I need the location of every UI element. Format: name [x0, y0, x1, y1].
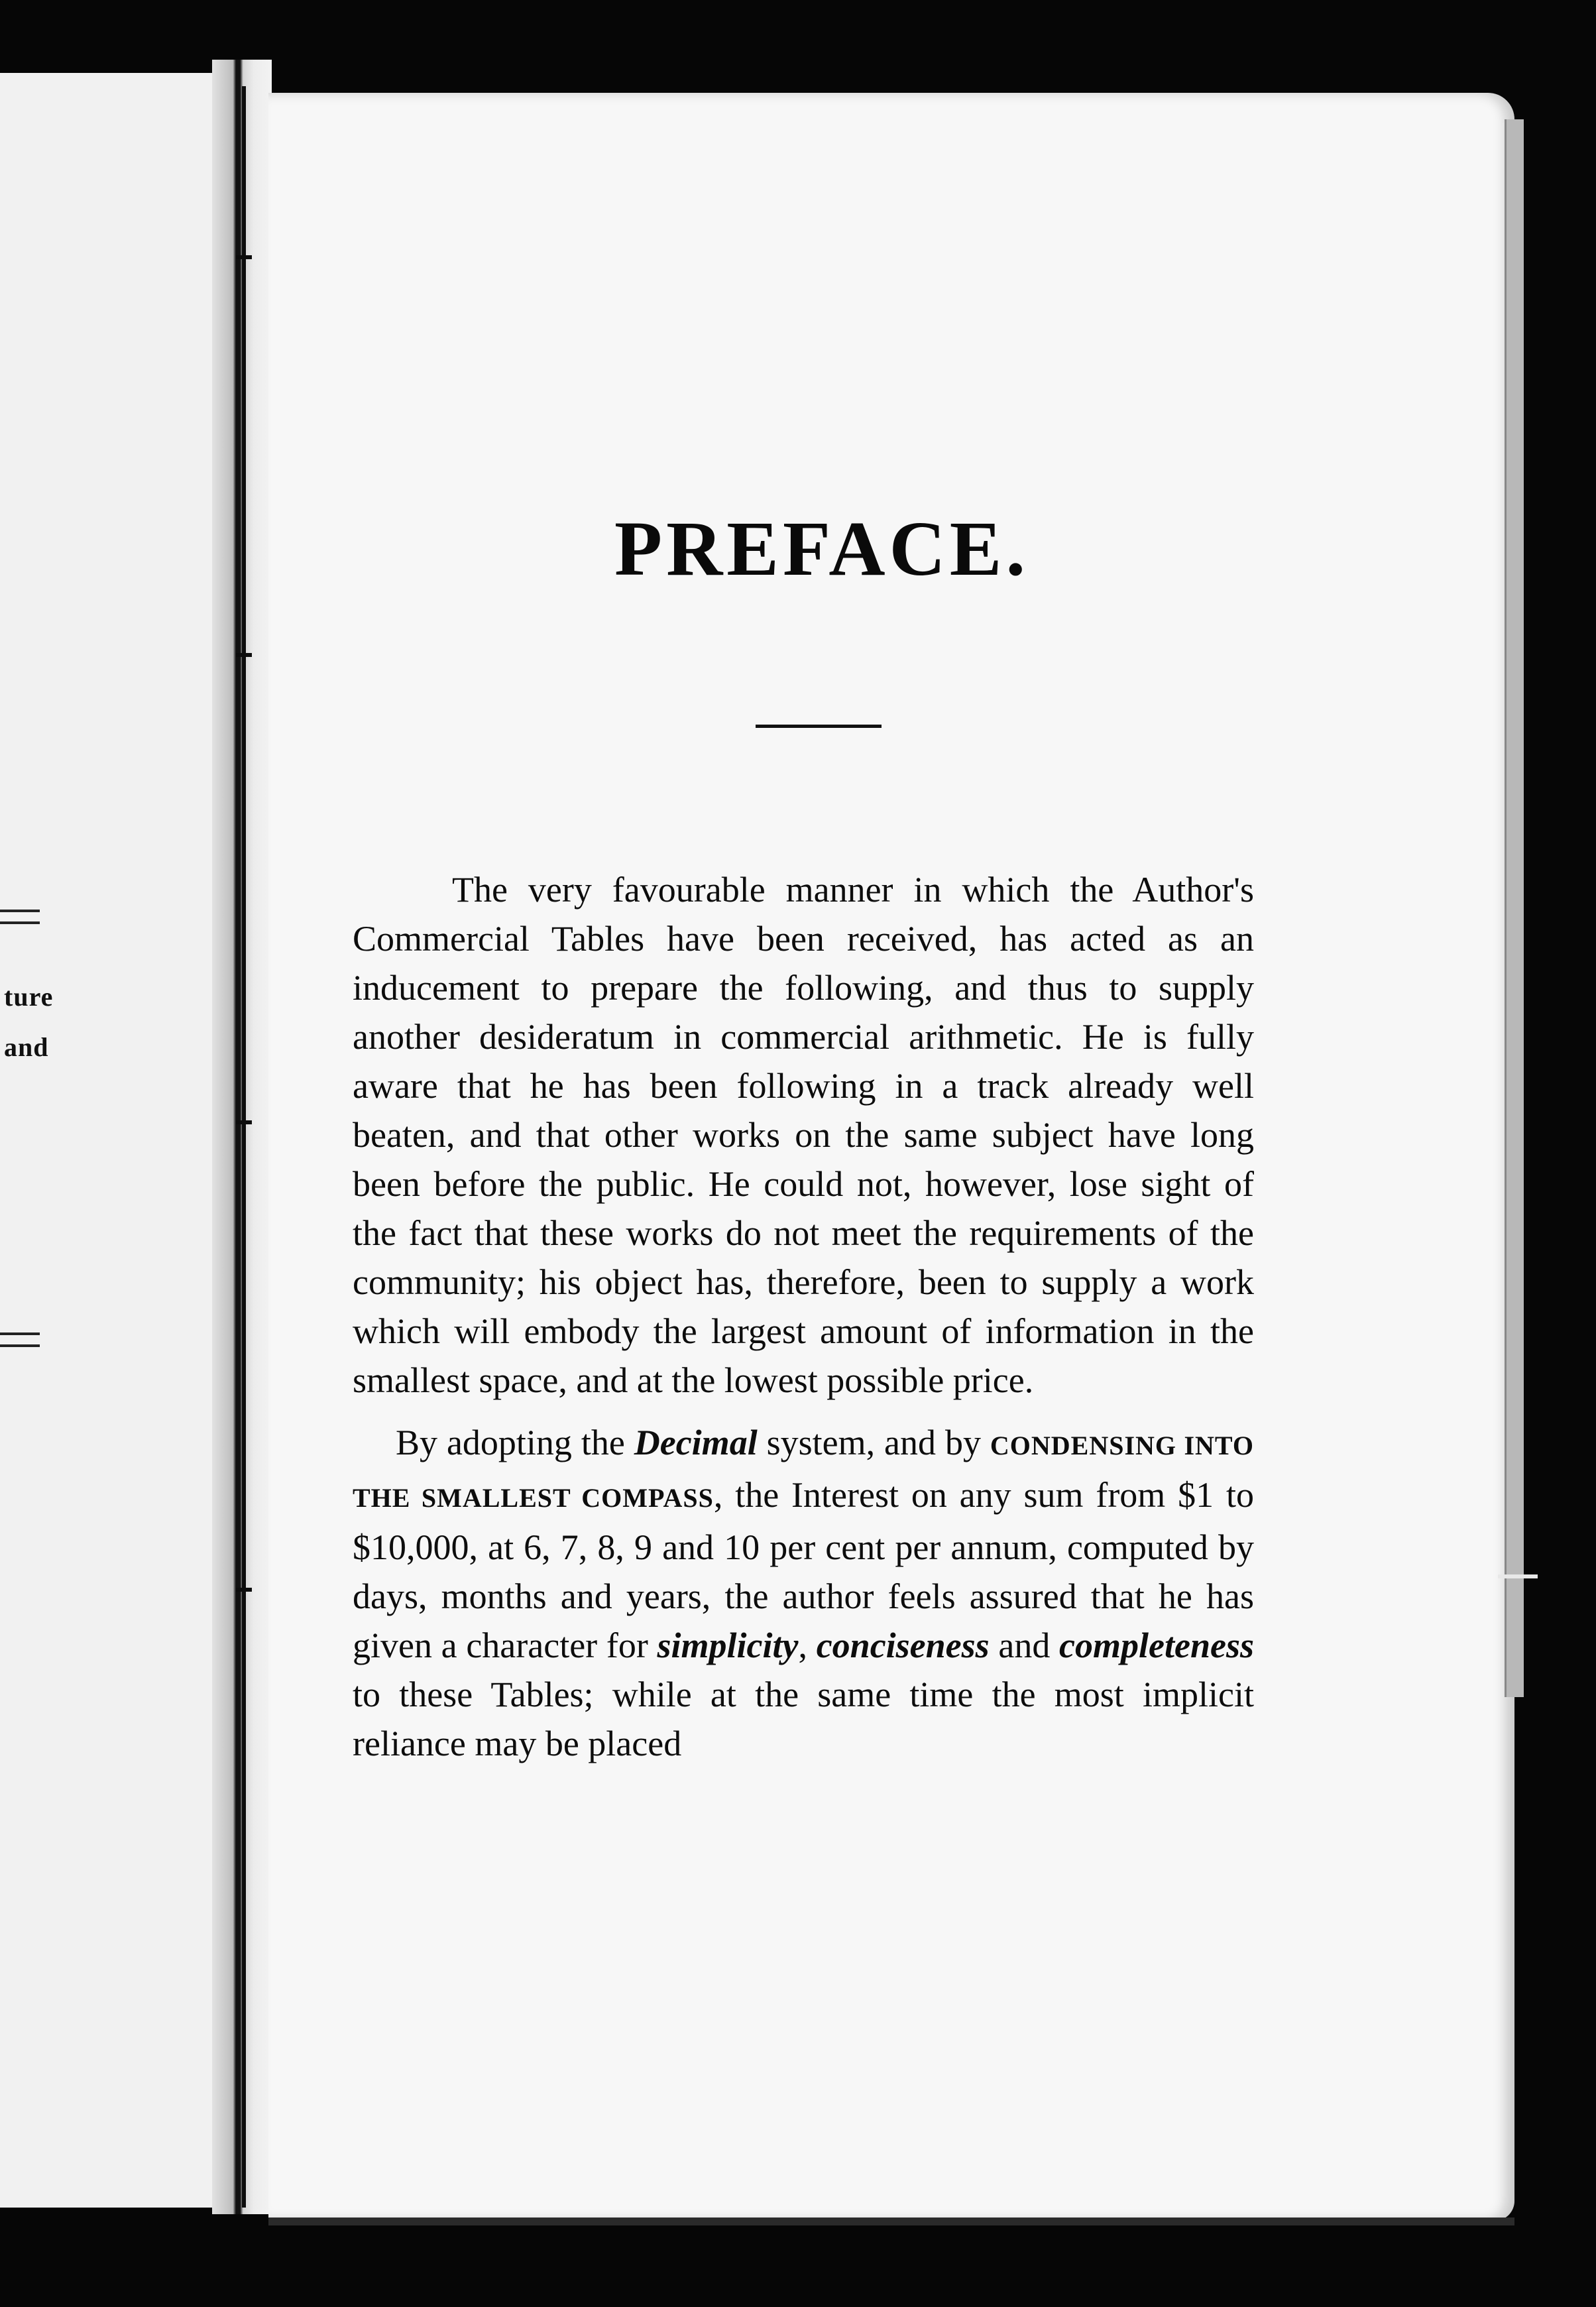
decimal-emphasis: Decimal	[634, 1423, 758, 1462]
facing-page-rule-top	[0, 910, 40, 924]
paragraph-2	[353, 1418, 1254, 1768]
binding-stitch	[236, 1120, 252, 1124]
completeness-emphasis: completeness	[1059, 1626, 1254, 1665]
facing-page-fragment-2: and	[4, 1032, 49, 1062]
facing-page-fragments	[0, 73, 212, 2208]
page-title: PREFACE.	[614, 505, 1029, 592]
page-edge-mark	[1498, 1574, 1538, 1578]
facing-page-fragment-1: ture	[4, 982, 54, 1012]
binding-stitch	[236, 1588, 252, 1592]
paragraph-2-text: By adopting the	[396, 1423, 634, 1462]
page-bottom-shadow	[268, 2218, 1514, 2225]
paragraph-1: The very favourable manner in which the Author's Commercial Tables have been received, has acted as an inducement to prepare the following, and thus to supply another desideratum in commercial arithmetic. He is fully aware that he has been following in a track already well beaten, and that other works on the same subject have long been before the public. He could not, however, lose sight of the fact that these works do not meet the requirements of the community; his object has, therefore, been to supply a work which will embody the largest amount of information in the smallest space, and at the lowest possible price.	[353, 870, 1254, 1400]
paragraph-2-text: , the Interest on any sum from $1 to $10,000, at 6, 7, 8, 9 and 10 per cent per annum, computed by days, months and years, the author feels assured that he has given a character for	[353, 1475, 1254, 1665]
binding-thread	[242, 86, 246, 2208]
preface-body	[353, 865, 1254, 1781]
page-edge	[1505, 119, 1524, 1697]
condensing-smallcaps: CONDENSING INTO THE SMALLEST COMPASS	[353, 1431, 1254, 1513]
title-rule	[756, 725, 882, 728]
facing-page-rule-bottom	[0, 1332, 40, 1347]
simplicity-emphasis: simplicity	[657, 1626, 799, 1665]
paragraph-2-text: and	[989, 1626, 1060, 1665]
paragraph-2-text: ,	[798, 1626, 817, 1665]
paragraph-2-text: system, and by	[757, 1423, 990, 1462]
conciseness-emphasis: conciseness	[816, 1626, 990, 1665]
binding-stitch	[236, 653, 252, 657]
paragraph-2-text: to these Tables; while at the same time the most implicit reliance may be placed	[353, 1675, 1254, 1763]
facing-page	[0, 73, 215, 2208]
binding-stitch	[236, 255, 252, 259]
